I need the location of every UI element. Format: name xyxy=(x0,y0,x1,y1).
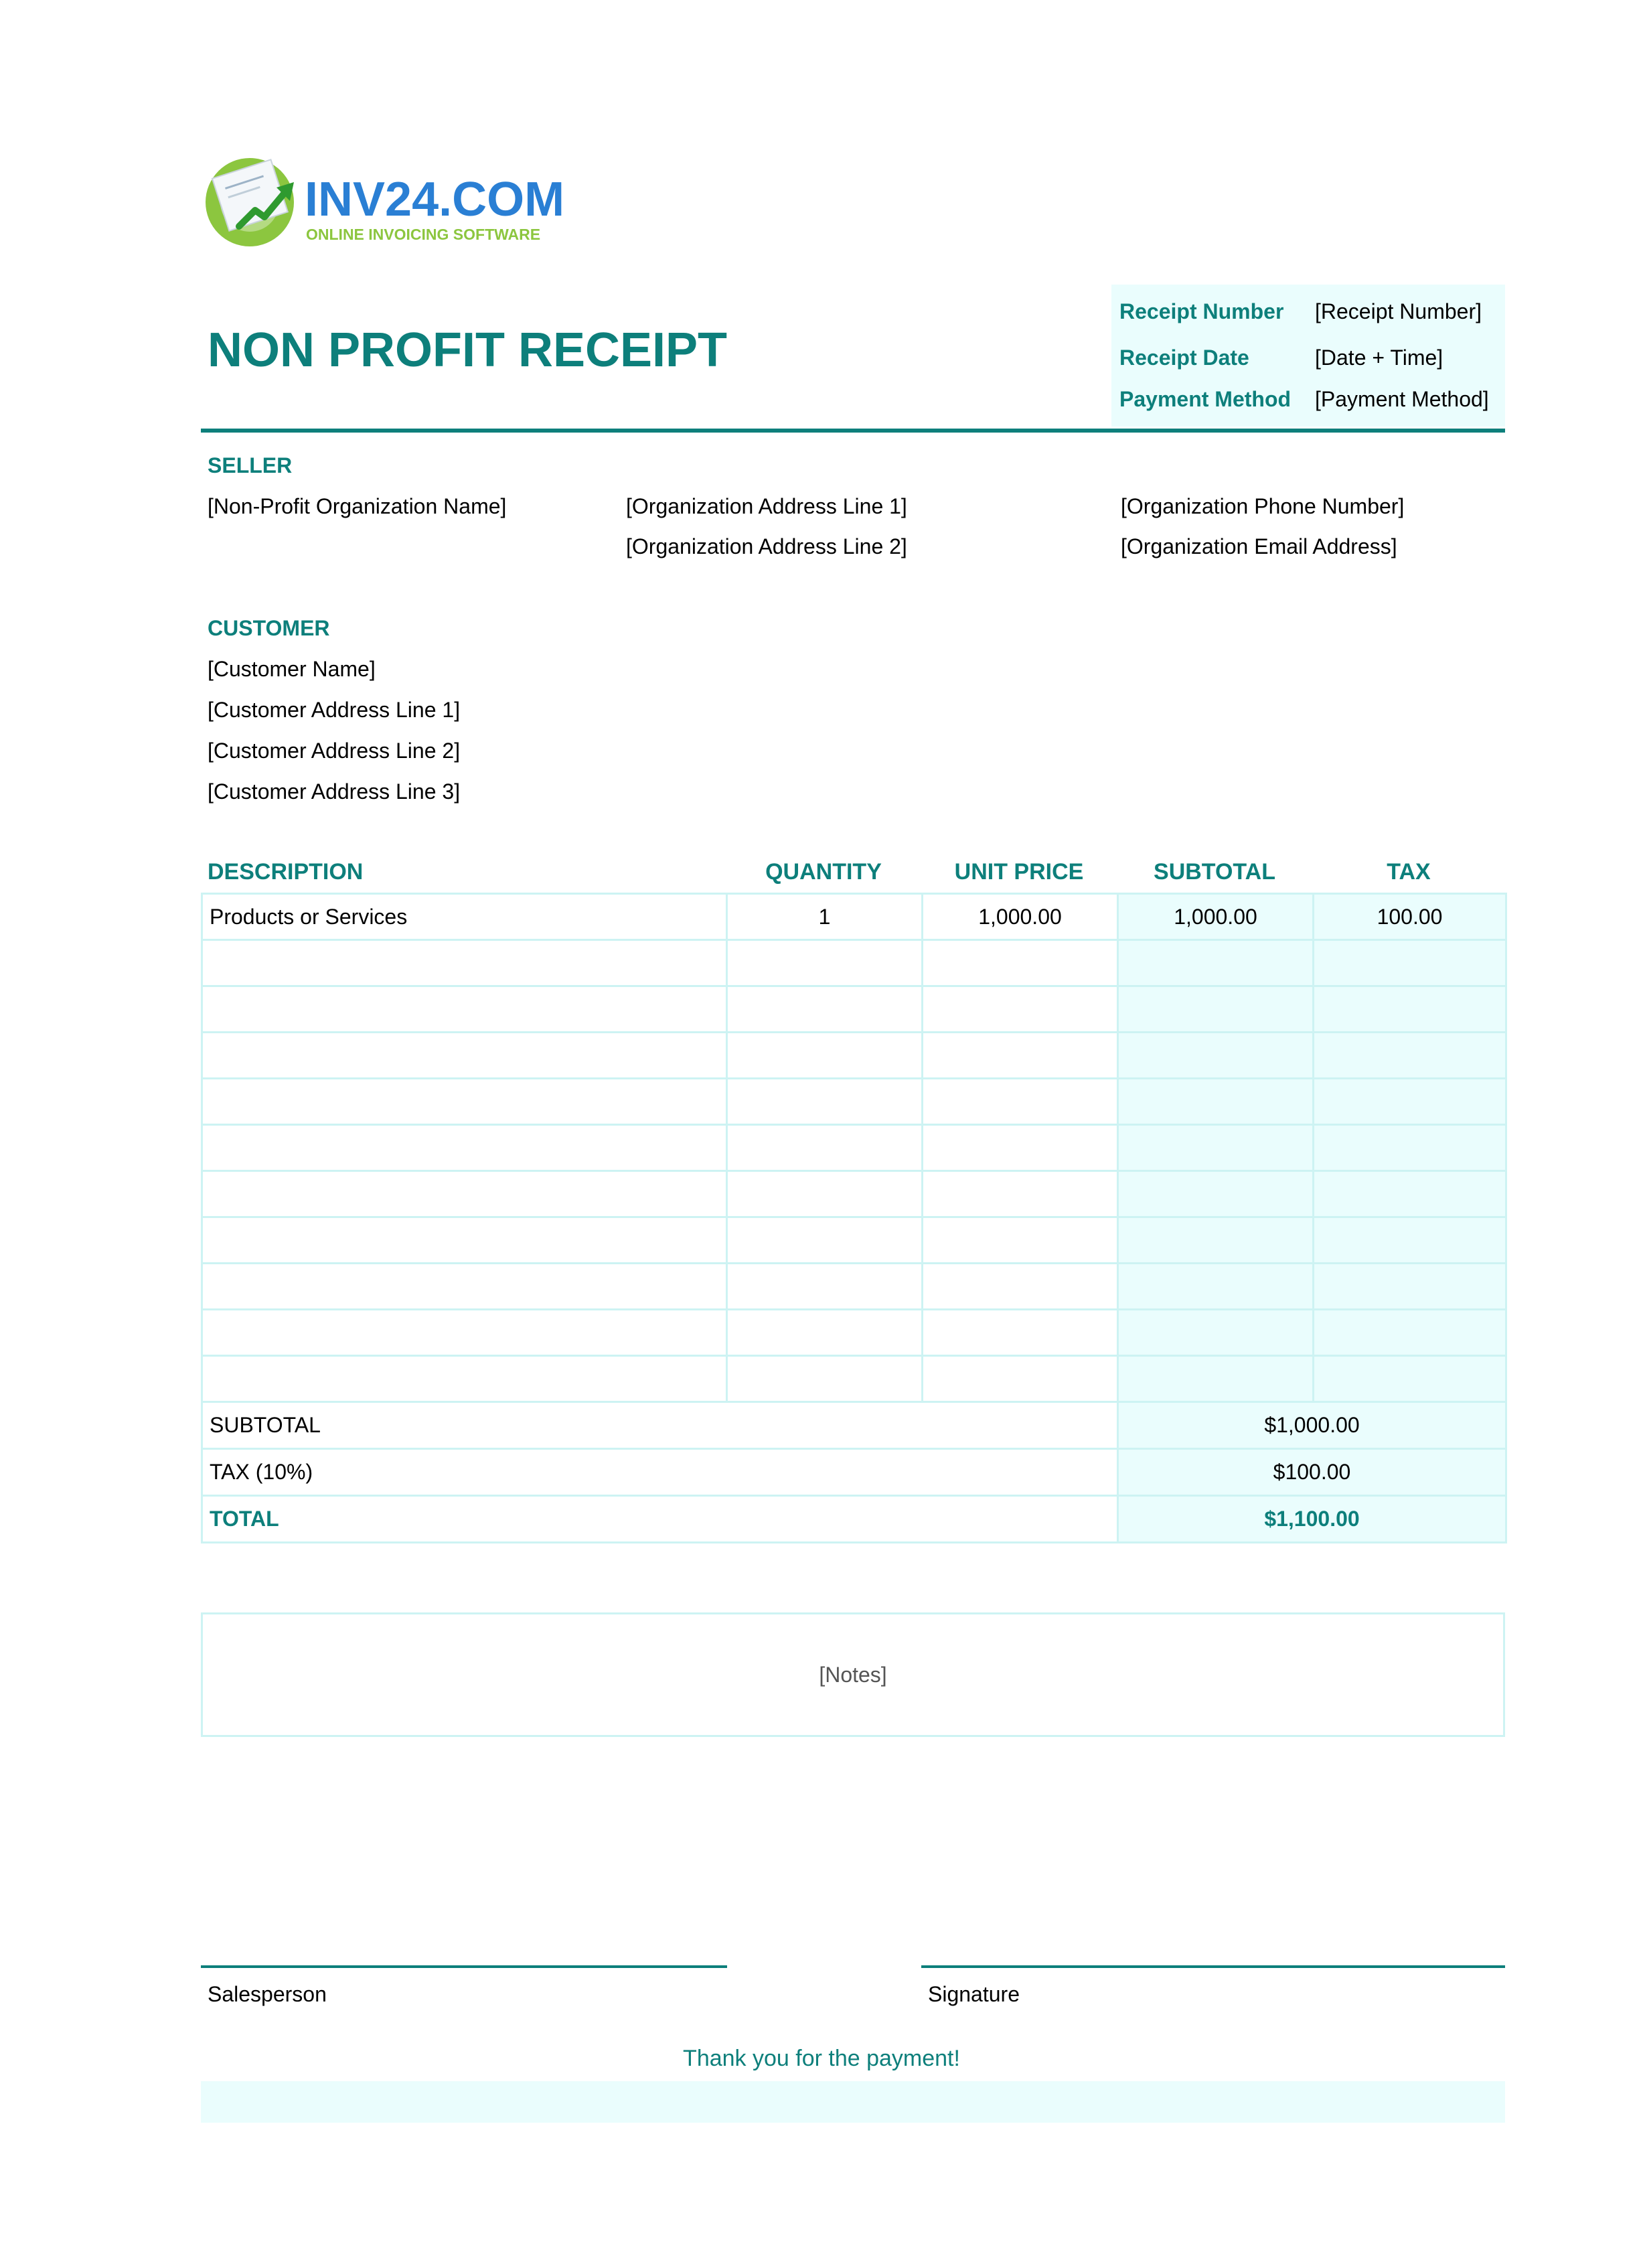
company-logo xyxy=(204,154,565,251)
invoice-growth-icon xyxy=(204,154,565,251)
cell-tax xyxy=(1314,1264,1506,1310)
seller-address-line-2: [Organization Address Line 2] xyxy=(626,534,907,558)
subtotal-value: $1,000.00 xyxy=(1118,1402,1506,1449)
cell-tax xyxy=(1314,1033,1506,1079)
customer-address-line-2: [Customer Address Line 2] xyxy=(208,739,461,763)
table-row xyxy=(202,894,1506,940)
table-row xyxy=(202,1125,1506,1171)
cell-description xyxy=(202,986,727,1033)
cell-tax xyxy=(1314,940,1506,986)
cell-description xyxy=(202,1310,727,1356)
cell-quantity xyxy=(727,1033,923,1079)
tax-row xyxy=(202,1449,1506,1496)
cell-tax xyxy=(1314,986,1506,1033)
customer-heading: CUSTOMER xyxy=(208,616,330,640)
customer-address-line-3: [Customer Address Line 3] xyxy=(208,779,461,804)
cell-quantity xyxy=(727,1125,923,1171)
cell-description xyxy=(202,1217,727,1264)
signature-label: Signature xyxy=(928,1982,1020,2006)
cell-subtotal xyxy=(1118,1217,1314,1264)
payment-method-label: Payment Method xyxy=(1119,387,1292,411)
svg-text:INV24.COM: INV24.COM xyxy=(305,173,565,226)
cell-description xyxy=(202,1079,727,1125)
receipt-date-label: Receipt Date xyxy=(1119,346,1249,370)
page-title: NON PROFIT RECEIPT xyxy=(208,323,728,377)
cell-subtotal xyxy=(1118,1264,1314,1310)
table-row xyxy=(202,1264,1506,1310)
cell-subtotal xyxy=(1118,1033,1314,1079)
receipt-number-label: Receipt Number xyxy=(1119,299,1284,323)
cell-description xyxy=(202,1033,727,1079)
table-row xyxy=(202,1310,1506,1356)
cell-subtotal xyxy=(1118,1310,1314,1356)
cell-quantity xyxy=(727,1264,923,1310)
cell-tax xyxy=(1314,1125,1506,1171)
cell-description xyxy=(202,940,727,986)
column-header-subtotal: SUBTOTAL xyxy=(1154,859,1275,885)
cell-unit-price: 1,000.00 xyxy=(923,894,1118,940)
cell-tax xyxy=(1314,1356,1506,1402)
cell-description xyxy=(202,1264,727,1310)
table-row xyxy=(202,1171,1506,1217)
cell-description xyxy=(202,1171,727,1217)
cell-unit-price xyxy=(923,1033,1118,1079)
cell-quantity xyxy=(727,1356,923,1402)
payment-method-value: [Payment Method] xyxy=(1315,387,1489,411)
thank-you-message: Thank you for the payment! xyxy=(683,2046,960,2071)
tax-value: $100.00 xyxy=(1118,1449,1506,1496)
receipt-date-value: [Date + Time] xyxy=(1315,346,1443,370)
column-header-unit-price: UNIT PRICE xyxy=(954,859,1084,885)
notes-text: [Notes] xyxy=(819,1662,887,1687)
cell-quantity xyxy=(727,1217,923,1264)
subtotal-label: SUBTOTAL xyxy=(202,1402,1118,1449)
cell-subtotal xyxy=(1118,1171,1314,1217)
cell-unit-price xyxy=(923,1356,1118,1402)
cell-unit-price xyxy=(923,1125,1118,1171)
subtotal-row xyxy=(202,1402,1506,1449)
cell-description: Products or Services xyxy=(202,894,727,940)
tax-label: TAX (10%) xyxy=(202,1449,1118,1496)
cell-quantity xyxy=(727,1079,923,1125)
notes-box[interactable] xyxy=(201,1612,1505,1737)
table-row xyxy=(202,1356,1506,1402)
cell-tax xyxy=(1314,1310,1506,1356)
total-label: TOTAL xyxy=(202,1496,1118,1543)
cell-quantity xyxy=(727,986,923,1033)
totals-table xyxy=(201,1401,1507,1543)
total-value: $1,100.00 xyxy=(1118,1496,1506,1543)
total-row xyxy=(202,1496,1506,1543)
seller-phone: [Organization Phone Number] xyxy=(1121,494,1405,518)
table-row xyxy=(202,1217,1506,1264)
seller-email: [Organization Email Address] xyxy=(1121,534,1397,558)
cell-subtotal: 1,000.00 xyxy=(1118,894,1314,940)
cell-quantity xyxy=(727,1171,923,1217)
cell-unit-price xyxy=(923,986,1118,1033)
receipt-number-value: [Receipt Number] xyxy=(1315,299,1482,323)
cell-tax xyxy=(1314,1217,1506,1264)
cell-quantity: 1 xyxy=(727,894,923,940)
svg-text:ONLINE INVOICING SOFTWARE: ONLINE INVOICING SOFTWARE xyxy=(306,226,541,243)
seller-name: [Non-Profit Organization Name] xyxy=(208,494,507,518)
cell-tax xyxy=(1314,1171,1506,1217)
cell-subtotal xyxy=(1118,986,1314,1033)
salesperson-signature-line xyxy=(201,1965,727,1968)
table-row xyxy=(202,986,1506,1033)
cell-subtotal xyxy=(1118,1125,1314,1171)
footer-band xyxy=(201,2081,1505,2123)
line-items-table xyxy=(201,893,1505,1543)
seller-address-line-1: [Organization Address Line 1] xyxy=(626,494,907,518)
cell-unit-price xyxy=(923,1171,1118,1217)
cell-unit-price xyxy=(923,1217,1118,1264)
cell-unit-price xyxy=(923,1264,1118,1310)
customer-address-line-1: [Customer Address Line 1] xyxy=(208,698,461,722)
signature-line xyxy=(921,1965,1505,1968)
column-header-tax: TAX xyxy=(1387,859,1431,885)
column-header-description: DESCRIPTION xyxy=(208,859,364,885)
cell-unit-price xyxy=(923,940,1118,986)
customer-name: [Customer Name] xyxy=(208,657,376,681)
header-divider xyxy=(201,429,1505,433)
cell-quantity xyxy=(727,940,923,986)
table-row xyxy=(202,1033,1506,1079)
cell-quantity xyxy=(727,1310,923,1356)
cell-description xyxy=(202,1356,727,1402)
cell-subtotal xyxy=(1118,1356,1314,1402)
table-row xyxy=(202,1079,1506,1125)
seller-heading: SELLER xyxy=(208,453,293,477)
cell-unit-price xyxy=(923,1079,1118,1125)
cell-subtotal xyxy=(1118,1079,1314,1125)
cell-tax xyxy=(1314,1079,1506,1125)
cell-unit-price xyxy=(923,1310,1118,1356)
cell-description xyxy=(202,1125,727,1171)
cell-tax: 100.00 xyxy=(1314,894,1506,940)
column-header-quantity: QUANTITY xyxy=(765,859,882,885)
table-row xyxy=(202,940,1506,986)
salesperson-label: Salesperson xyxy=(208,1982,327,2006)
cell-subtotal xyxy=(1118,940,1314,986)
